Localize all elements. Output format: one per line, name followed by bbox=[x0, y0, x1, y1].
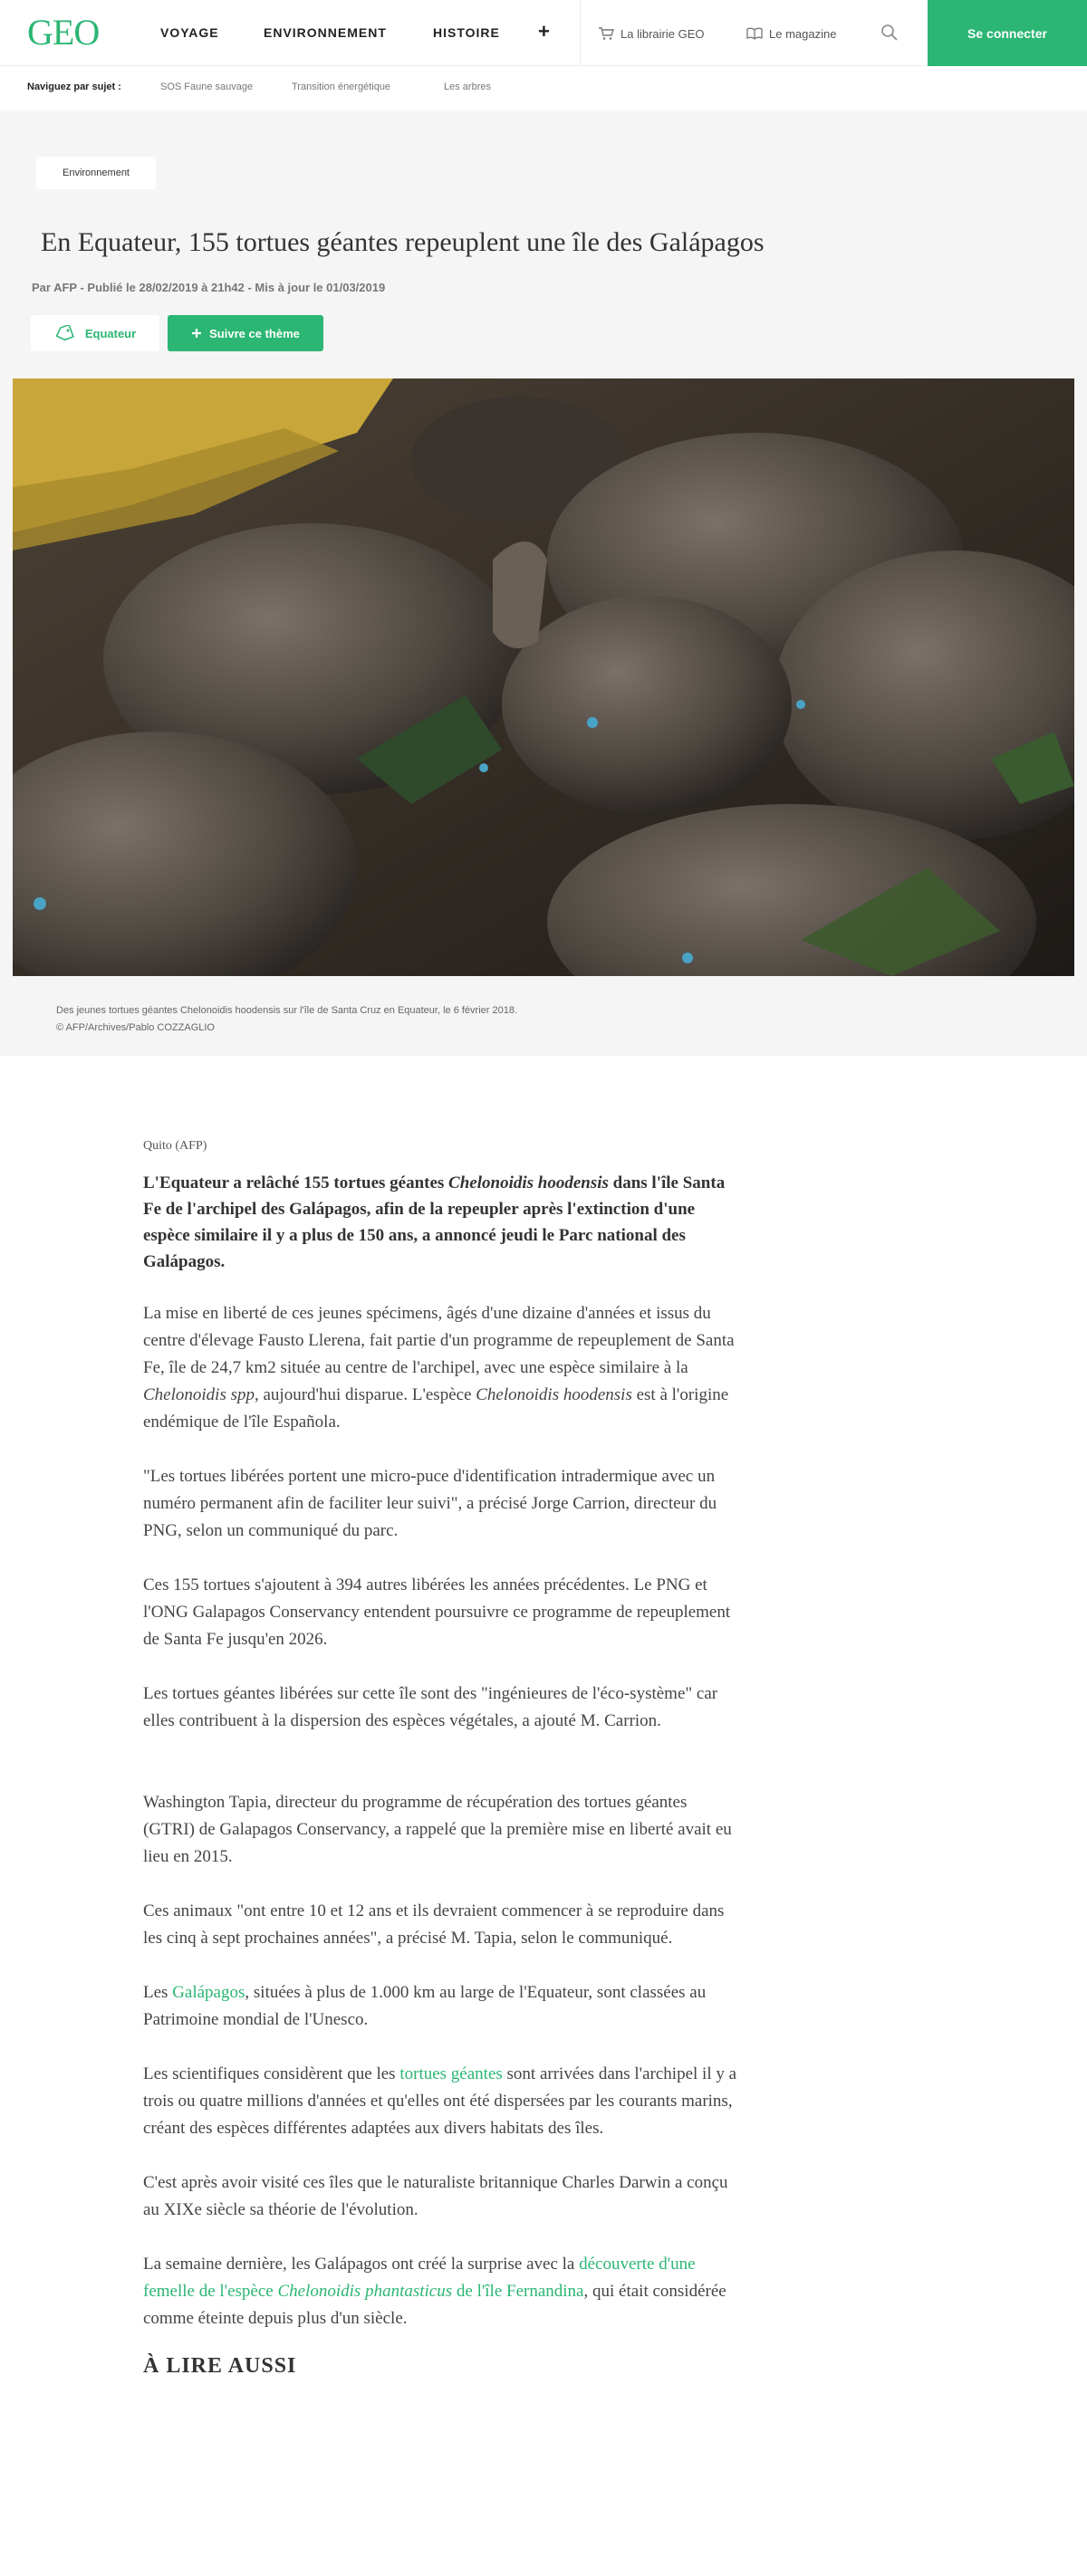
article-photo bbox=[13, 378, 1074, 976]
article-title: En Equateur, 155 tortues géantes repeuplent une île des Galápagos bbox=[41, 227, 765, 257]
see-also-heading: À LIRE AUSSI bbox=[143, 2354, 297, 2378]
p10-text: La semaine dernière, les Galápagos ont créé la surprise avec la bbox=[143, 2255, 580, 2274]
discovery-link-text-end: de l'île Fernandina bbox=[452, 2282, 584, 2301]
discovery-link-text: découverte d'une femelle de l'espèce bbox=[143, 2255, 696, 2301]
p1-text-mid: , aujourd'hui disparue. L'espèce bbox=[254, 1385, 476, 1404]
paragraph-1 bbox=[143, 1300, 741, 1436]
tortoises-photo-illustration bbox=[13, 378, 1074, 976]
lead-text-end: dans l'île Santa Fe de l'archipel des Galápagos, afin de la repeupler après l'extinction d'une espèce similaire il y a plus de 150 ans, a annoncé jeudi le Parc national des Galápagos. bbox=[143, 1173, 726, 1271]
magazine-link[interactable] bbox=[746, 26, 836, 41]
subject-link-faune[interactable]: SOS Faune sauvage bbox=[160, 81, 254, 92]
lead-text: L'Equateur a relâché 155 tortues géantes bbox=[143, 1173, 449, 1192]
subject-bar-label: Naviguez par sujet : bbox=[27, 81, 121, 92]
paragraph-5: Washington Tapia, directeur du programme de récupération des tortues géantes (GTRI) de Galapagos Conservancy, a rappelé que la première mise en liberté avait eu lieu en 2015. bbox=[143, 1793, 732, 1866]
top-navigation bbox=[0, 0, 1087, 66]
p7-text-end: , situées à plus de 1.000 km au large de l'Equateur, sont classées au Patrimoine mondial de l'Unesco. bbox=[143, 1983, 707, 2029]
photo-caption-text: Des jeunes tortues géantes Chelonoidis hoodensis sur l'île de Santa Cruz en Equateur, le 6 février 2018. bbox=[56, 1005, 518, 1016]
tag-icon bbox=[54, 325, 74, 341]
p10-text-end: , qui était considérée comme éteinte depuis plus d'un siècle. bbox=[143, 2282, 726, 2328]
nav-link-histoire[interactable]: HISTOIRE bbox=[433, 25, 500, 40]
p8-text: Les scientifiques considèrent que les bbox=[143, 2064, 400, 2083]
p1-text: La mise en liberté de ces jeunes spécimens, âgés d'une dizaine d'années et issus du centre d'élevage Fausto Llerena, fait partie d'un programme de repeuplement de Santa Fe, île de 24,7 km2 située au centre de l'archipel, avec une espèce similaire à la bbox=[143, 1304, 735, 1377]
p1-species-spp: Chelonoidis spp bbox=[143, 1385, 255, 1404]
paragraph-10 bbox=[143, 2251, 741, 2332]
photo-credit: © AFP/Archives/Pablo COZZAGLIO bbox=[56, 1022, 215, 1033]
shop-link[interactable] bbox=[598, 26, 704, 41]
paragraph-8 bbox=[143, 2061, 741, 2142]
p7-text: Les bbox=[143, 1983, 173, 2002]
lead-species-name: Chelonoidis hoodensis bbox=[448, 1173, 609, 1192]
paragraph-6: Ces animaux "ont entre 10 et 12 ans et ils devraient commencer à se reproduire dans les cinq à sept prochaines années", a précisé M. Tapia, selon le communiqué. bbox=[143, 1901, 725, 1948]
subject-link-arbres[interactable]: Les arbres bbox=[444, 81, 491, 92]
geo-logo[interactable]: GEO bbox=[27, 12, 100, 53]
article-byline: Par AFP - Publié le 28/02/2019 à 21h42 - Mis à jour le 01/03/2019 bbox=[32, 281, 386, 294]
paragraph-4: Les tortues géantes libérées sur cette île sont des "ingénieures de l'éco-système" car elles contribuent à la dispersion des espèces végétales, a ajouté M. Carrion. bbox=[143, 1684, 718, 1730]
subject-link-transition[interactable]: Transition énergétique bbox=[292, 81, 391, 92]
discovery-link-species: Chelonoidis phantasticus bbox=[277, 2282, 453, 2301]
shop-link-label: La librairie GEO bbox=[620, 26, 705, 41]
follow-theme-label: Suivre ce thème bbox=[209, 326, 300, 340]
nav-more-button[interactable]: + bbox=[538, 20, 550, 43]
article-lead bbox=[143, 1170, 741, 1275]
p1-species-hoodensis: Chelonoidis hoodensis bbox=[476, 1385, 632, 1404]
paragraph-9: C'est après avoir visité ces îles que le naturaliste britannique Charles Darwin a conçu au XIXe siècle sa théorie de l'évolution. bbox=[143, 2173, 728, 2219]
category-chip[interactable]: Environnement bbox=[36, 157, 156, 189]
tag-chip-equateur[interactable] bbox=[31, 315, 159, 351]
connect-button[interactable]: Se connecter bbox=[928, 0, 1087, 66]
p8-text-end: sont arrivées dans l'archipel il y a trois ou quatre millions d'années et qu'elles ont été dispersées par les courants marins, créant des espèces différentes adaptées aux divers habitats des îles. bbox=[143, 2064, 737, 2138]
paragraph-3: Ces 155 tortues s'ajoutent à 394 autres libérées les années précédentes. Le PNG et l'ONG Galapagos Conservancy entendent poursuivre ce programme de repeuplement de Santa Fe jusqu'en 2026. bbox=[143, 1575, 731, 1649]
article-body bbox=[143, 1139, 741, 2379]
subject-bar bbox=[0, 66, 1087, 111]
nav-link-environnement[interactable]: ENVIRONNEMENT bbox=[264, 25, 387, 40]
nav-link-voyage[interactable]: VOYAGE bbox=[160, 25, 219, 40]
galapagos-link[interactable]: Galápagos bbox=[172, 1983, 245, 2002]
shopping-cart-icon bbox=[598, 26, 614, 41]
open-book-icon bbox=[746, 26, 763, 41]
search-icon[interactable] bbox=[880, 24, 899, 42]
p1-text-end: est à l'origine endémique de l'île Española. bbox=[143, 1385, 729, 1432]
follow-theme-button[interactable] bbox=[168, 315, 323, 351]
magazine-link-label: Le magazine bbox=[769, 26, 837, 41]
giant-tortoises-link[interactable]: tortues géantes bbox=[399, 2064, 503, 2083]
nav-divider bbox=[580, 0, 581, 66]
dateline: Quito (AFP) bbox=[143, 1139, 207, 1153]
paragraph-2: "Les tortues libérées portent une micro-puce d'identification intradermique avec un numéro permanent afin de faciliter leur suivi", a précisé Jorge Carrion, directeur du PNG, selon un communiqué du parc. bbox=[143, 1467, 717, 1540]
paragraph-7 bbox=[143, 1979, 741, 2034]
photo-caption bbox=[56, 1002, 517, 1037]
tag-chip-label: Equateur bbox=[84, 326, 137, 340]
plus-icon bbox=[191, 328, 202, 339]
